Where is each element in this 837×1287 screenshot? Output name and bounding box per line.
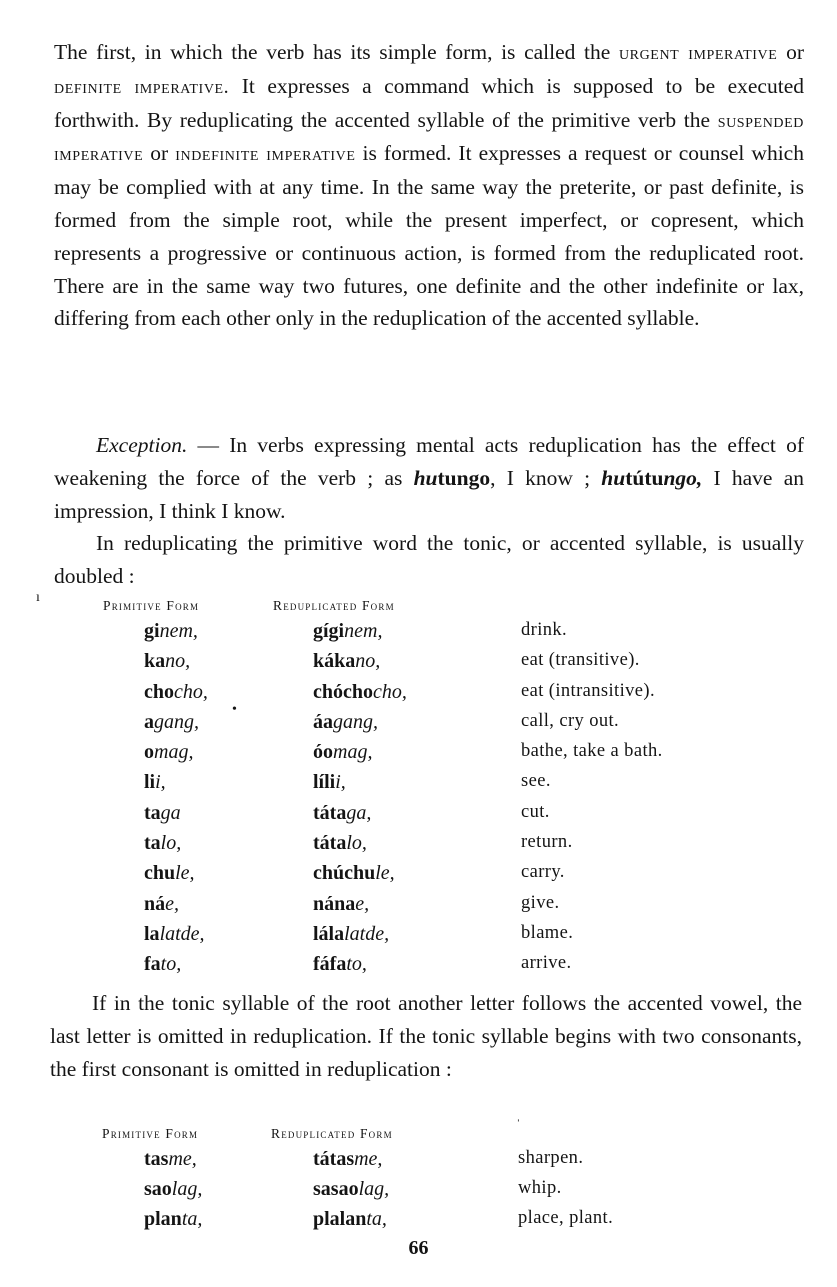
reduplicated-form: plalanta, [313,1208,387,1230]
meaning: carry. [521,862,565,882]
table-row [0,620,837,650]
table-row [0,711,837,741]
reduplicated-form: gíginem, [313,620,383,642]
example-word-part: hu [601,465,626,490]
table-row [0,862,837,892]
meaning: return. [521,832,573,852]
primitive-form: lii, [144,771,166,793]
paragraph-reduplication: In reduplicating the primitive word the tonic, or accented syllable, is usually doubled : [54,531,804,588]
term-urgent-imperative: urgent imperative [618,42,778,64]
primitive-form: taga [144,802,181,824]
speck-mark: ˈ [516,1118,521,1133]
table-row [0,650,837,680]
text-run: or [143,141,176,166]
example-word-part: tútu [625,465,664,490]
primitive-form: saolag, [144,1178,203,1200]
example-word-part: tungo [437,465,491,490]
column-header-primitive: Primitive Form [102,1126,199,1141]
example-word-part: ngo, [663,465,703,490]
meaning: cut. [521,802,550,822]
paragraph-omission: If in the tonic syllable of the root another letter follows the accented vowel, the last letter is omitted in reduplication. If the tonic syllable begins with two consonants, the first consonant is omitted in reduplication : [50,991,802,1081]
reduplicated-form: lálalatde, [313,923,390,945]
primitive-form: chocho, [144,681,208,703]
reduplicated-form: nánae, [313,893,370,915]
primitive-form: fato, [144,953,182,975]
meaning: bathe, take a bath. [521,741,663,761]
reduplicated-form: kákano, [313,650,381,672]
reduplicated-form: chóchocho, [313,681,407,703]
term-suspended-imperative: suspended imperative [54,109,804,166]
primitive-form: planta, [144,1208,203,1230]
primitive-form: ginem, [144,620,198,642]
reduplicated-form: óomag, [313,741,373,763]
example-word-part: hu [413,465,438,490]
table-row [0,1208,837,1238]
text-run: is formed. It expresses a request or counsel which may be complied with at any time. In the same way the preterite, or past definite, is formed from the simple root, while the present imperfect, or copresent, which represents a progressive or continuous action, is formed from the reduplicated root. There are in the same way two futures, one definite and the other indefinite or lax, differing from each other only in the reduplication of the accented syllable. [54,141,804,331]
meaning: drink. [521,620,568,640]
term-definite-imperative: definite imperative. [54,75,230,98]
table-row [0,802,837,832]
text-run: — In verbs expressing mental acts reduplication has the effect of weakening the force of the verb ; as [54,433,804,490]
text-run: I have an impression, I think I know. [54,465,804,523]
table-row [0,832,837,862]
paragraph-imperatives [54,36,804,335]
meaning: place, plant. [518,1208,614,1228]
meaning: blame. [521,923,574,943]
primitive-form: tasme, [144,1148,197,1170]
reduplicated-form: tátasme, [313,1148,383,1170]
text-run: It expresses a command which is supposed to be executed forthwith. By reduplicating the accented syllable of the primitive verb the [54,73,804,132]
meaning: sharpen. [518,1148,584,1168]
reduplicated-form: áagang, [313,711,378,733]
reduplicated-form: tátaga, [313,802,372,824]
table-row [0,1178,837,1208]
reduplicated-form: sasaolag, [313,1178,390,1200]
term-indefinite-imperative: indefinite imperative [175,143,356,166]
text-run: The first, in which the verb has its simple form, is called the [54,40,619,64]
meaning: see. [521,771,551,791]
column-header-primitive: Primitive Form [103,598,200,613]
page-number: 66 [408,1237,429,1259]
speck-mark: • [232,702,237,717]
table-row [0,923,837,953]
table-row [0,741,837,771]
reduplicated-form: tátalo, [313,832,367,854]
reduplicated-form: fáfato, [313,953,367,975]
meaning: whip. [518,1178,562,1198]
meaning: arrive. [521,953,572,973]
primitive-form: náe, [144,893,180,915]
table-row [0,1148,837,1178]
meaning: eat (intransitive). [521,681,655,701]
table-row [0,953,837,983]
primitive-form: agang, [144,711,199,733]
column-header-reduplicated: Reduplicated Form [271,1126,393,1141]
primitive-form: chule, [144,862,195,884]
primitive-form: kano, [144,650,191,672]
reduplicated-form: lílii, [313,771,346,793]
margin-mark: ı [36,590,40,605]
table-row [0,893,837,923]
exception-label: Exception. [96,433,188,457]
primitive-form: omag, [144,741,194,763]
primitive-form: talo, [144,832,182,854]
paragraph-exception [54,429,804,527]
primitive-form: lalatde, [144,923,205,945]
column-header-reduplicated: Reduplicated Form [273,598,395,613]
table-row [0,771,837,801]
table-row [0,681,837,711]
meaning: eat (transitive). [521,650,640,670]
meaning: give. [521,893,560,913]
text-run: or [777,40,804,64]
reduplicated-form: chúchule, [313,862,395,884]
text-run: , I know ; [490,465,602,490]
meaning: call, cry out. [521,711,620,731]
